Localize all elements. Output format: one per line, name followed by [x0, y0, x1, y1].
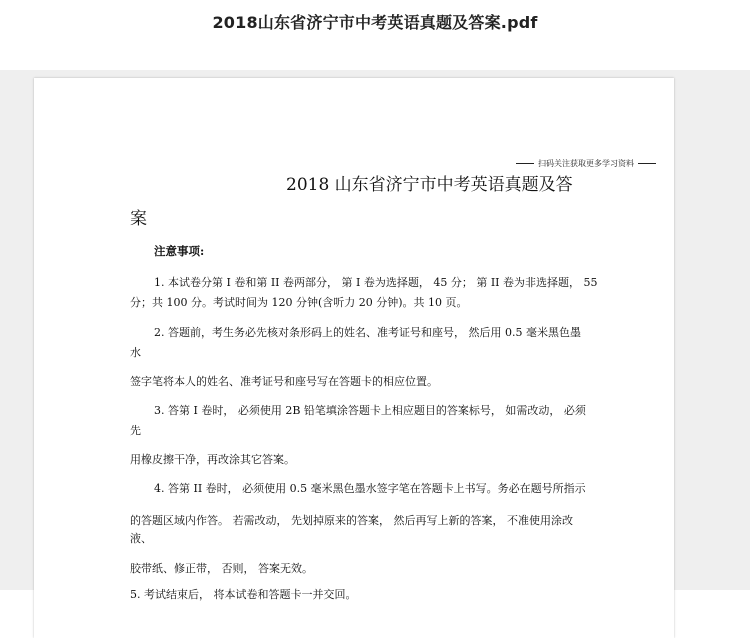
body-line: 4. 答第 II 卷时， 必须使用 0.5 毫米黑色墨水签字笔在答题卡上书写。务必在题号所指示: [154, 482, 586, 495]
file-title: 2018山东省济宁市中考英语真题及答案.pdf: [212, 13, 538, 32]
body-line: 2. 答题前，考生务必先核对条形码上的姓名、准考证号和座号， 然后用 0.5 毫米黑色墨: [154, 326, 581, 339]
body-line: 1. 本试卷分第 I 卷和第 II 卷两部分， 第 I 卷为选择题， 45 分； 第 II 卷为非选择题， 55: [154, 276, 598, 289]
document-title-continuation: 案: [130, 209, 147, 229]
watermark: [516, 158, 656, 169]
title-bar: [0, 0, 750, 70]
body-line: 液、: [130, 532, 152, 545]
pdf-page: [34, 78, 674, 638]
document-title: 2018 山东省济宁市中考英语真题及答: [286, 175, 573, 195]
watermark-text: 扫码关注获取更多学习资料: [538, 159, 634, 168]
body-line: 胶带纸、修正带， 否则， 答案无效。: [130, 562, 313, 575]
pdf-viewer[interactable]: [0, 70, 750, 601]
body-line: 先: [130, 424, 141, 437]
watermark-left-dash: [516, 163, 534, 164]
body-line: 签字笔将本人的姓名、准考证号和座号写在答题卡的相应位置。: [130, 375, 438, 388]
notice-heading: 注意事项:: [154, 244, 205, 258]
watermark-right-dash: [638, 163, 656, 164]
body-line: 分；共 100 分。考试时间为 120 分钟(含听力 20 分钟)。共 10 页。: [130, 296, 468, 309]
body-line: 水: [130, 346, 141, 359]
body-line: 3. 答第 I 卷时， 必须使用 2B 铅笔填涂答题卡上相应题目的答案标号， 如需改动， 必须: [154, 404, 586, 417]
body-line: 的答题区域内作答。 若需改动， 先划掉原来的答案， 然后再写上新的答案， 不准使用涂改: [130, 514, 573, 527]
body-line: 用橡皮擦干净，再改涂其它答案。: [130, 453, 295, 466]
body-line: 5. 考试结束后， 将本试卷和答题卡一并交回。: [130, 588, 357, 601]
